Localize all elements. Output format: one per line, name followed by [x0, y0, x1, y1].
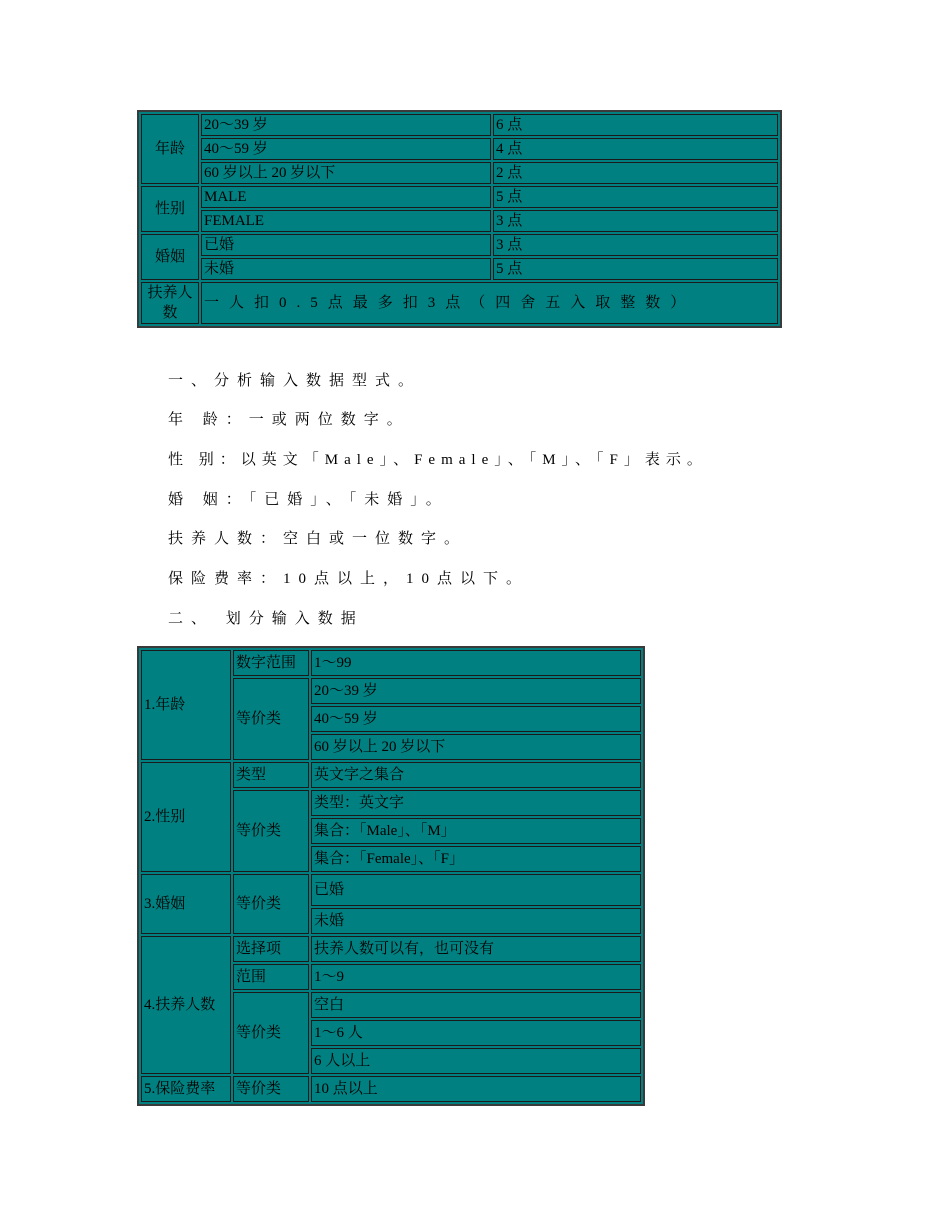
attr-cell: 数字范围 — [233, 650, 309, 676]
value-cell: 未婚 — [311, 908, 641, 934]
analysis-age: 年 龄：一或两位数字。 — [168, 412, 410, 428]
attr-cell: 等价类 — [233, 992, 309, 1074]
analysis-heading: 一、分析输入数据型式。 — [168, 373, 422, 389]
age-label: 年龄 — [141, 114, 199, 184]
analysis-dependents: 扶养人数：空白或一位数字。 — [168, 531, 468, 547]
value-cell: 6 人以上 — [311, 1048, 641, 1074]
attr-cell: 等价类 — [233, 790, 309, 872]
value-cell: 英文字之集合 — [311, 762, 641, 788]
group-dependents: 4.扶养人数 — [141, 936, 231, 1074]
analysis-heading-2: 二、 划分输入数据 — [168, 611, 364, 627]
group-premium: 5.保险费率 — [141, 1076, 231, 1102]
attr-cell: 等价类 — [233, 678, 309, 760]
age-range-cell: 40～59 岁 — [201, 138, 491, 160]
attr-cell: 等价类 — [233, 1076, 309, 1102]
group-marriage: 3.婚姻 — [141, 874, 231, 934]
age-points-cell: 2 点 — [493, 162, 778, 184]
age-range-cell: 60 岁以上 20 岁以下 — [201, 162, 491, 184]
attr-cell: 选择项 — [233, 936, 309, 962]
gender-points-cell: 5 点 — [493, 186, 778, 208]
value-cell: 1～6 人 — [311, 1020, 641, 1046]
age-points-cell: 4 点 — [493, 138, 778, 160]
value-cell: 扶养人数可以有，也可没有 — [311, 936, 641, 962]
marriage-points-cell: 5 点 — [493, 258, 778, 280]
marriage-range-cell: 未婚 — [201, 258, 491, 280]
gender-points-cell: 3 点 — [493, 210, 778, 232]
value-cell: 集合：「Female」、「F」 — [311, 846, 641, 872]
group-gender: 2.性别 — [141, 762, 231, 872]
gender-label: 性别 — [141, 186, 199, 232]
attr-cell: 等价类 — [233, 874, 309, 934]
scoring-table — [137, 110, 782, 328]
age-points-cell: 6 点 — [493, 114, 778, 136]
value-cell: 20～39 岁 — [311, 678, 641, 704]
value-cell: 集合：「Male」、「M」 — [311, 818, 641, 844]
attr-cell: 范围 — [233, 964, 309, 990]
gender-range-cell: FEMALE — [201, 210, 491, 232]
value-cell: 类型：英文字 — [311, 790, 641, 816]
value-cell: 10 点以上 — [311, 1076, 641, 1102]
attr-cell: 类型 — [233, 762, 309, 788]
marriage-label: 婚姻 — [141, 234, 199, 280]
value-cell: 1～9 — [311, 964, 641, 990]
value-cell: 40～59 岁 — [311, 706, 641, 732]
dependents-label: 扶养人数 — [141, 282, 199, 324]
dependents-rule-cell: 一人扣0.5点最多扣3点（四舍五入取整数） — [201, 282, 778, 324]
value-cell: 60 岁以上 20 岁以下 — [311, 734, 641, 760]
gender-range-cell: MALE — [201, 186, 491, 208]
group-age: 1.年龄 — [141, 650, 231, 760]
value-cell: 1～99 — [311, 650, 641, 676]
marriage-points-cell: 3 点 — [493, 234, 778, 256]
marriage-range-cell: 已婚 — [201, 234, 491, 256]
age-range-cell: 20～39 岁 — [201, 114, 491, 136]
equivalence-class-table — [137, 646, 645, 1106]
analysis-marriage: 婚 姻：「已婚」、「未婚」。 — [168, 492, 449, 508]
value-cell: 空白 — [311, 992, 641, 1018]
value-cell: 已婚 — [311, 874, 641, 906]
analysis-gender: 性 别：以英文「Male」、Female」、「M」、「F」表示。 — [168, 452, 708, 468]
analysis-premium: 保险费率：10点以上，10点以下。 — [168, 571, 530, 587]
